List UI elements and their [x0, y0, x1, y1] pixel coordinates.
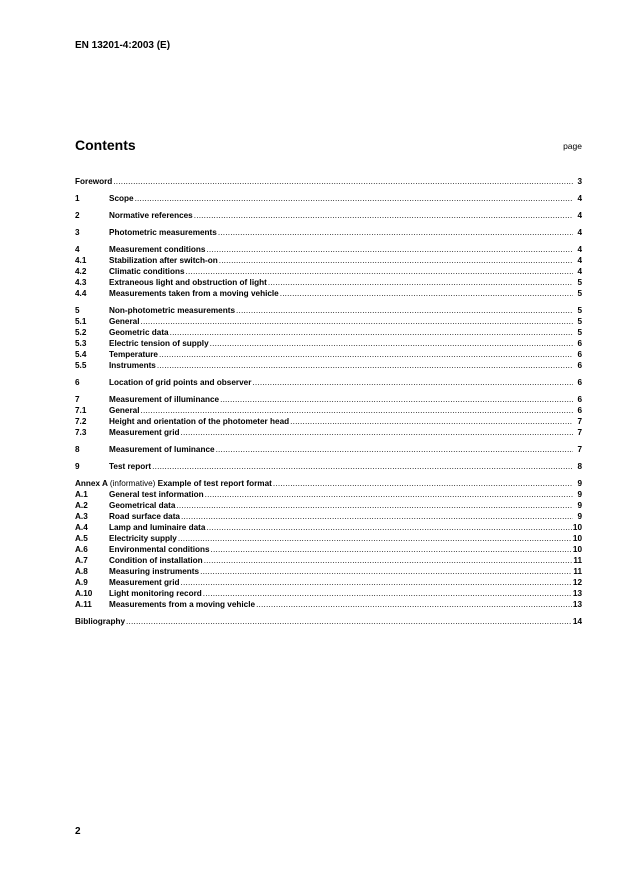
page-title: Contents: [75, 137, 136, 153]
toc-entry-page: 9: [577, 512, 582, 521]
toc-entry-number: A.1: [75, 490, 88, 499]
toc-entry-number: 7.1: [75, 406, 87, 415]
toc-entry-page: 4: [577, 245, 582, 254]
page-number: 2: [75, 826, 81, 837]
toc-entry-page: 14: [572, 617, 582, 626]
toc-entry-page: 13: [572, 600, 582, 609]
toc-entry-number: A.3: [75, 512, 88, 521]
toc-entry-number: 7.3: [75, 428, 87, 437]
toc-entry-page: 5: [577, 306, 582, 315]
dot-leader: [256, 599, 572, 610]
dot-leader: [220, 394, 573, 405]
dot-leader: [273, 478, 573, 489]
toc-entry-page: 6: [577, 339, 582, 348]
toc-entry-page: 11: [573, 567, 582, 576]
toc-entry-title: General: [109, 406, 140, 415]
toc-entry-title: Measurement grid: [109, 578, 180, 587]
toc-entry-number: 4.4: [75, 289, 87, 298]
toc-entry-title: Bibliography: [75, 617, 126, 626]
toc-entry-title: Environmental conditions: [109, 545, 210, 554]
toc-entry-number: A.8: [75, 567, 88, 576]
toc-entry-page: 7: [577, 445, 582, 454]
toc-entry-page: 4: [577, 194, 582, 203]
toc-entry-page: 6: [577, 350, 582, 359]
dot-leader: [126, 616, 572, 627]
toc-entry-number: 6: [75, 378, 80, 387]
dot-leader: [205, 489, 573, 500]
toc-entry[interactable]: [75, 176, 582, 187]
dot-leader: [252, 377, 573, 388]
toc-entry-page: 6: [577, 378, 582, 387]
toc-entry[interactable]: [75, 210, 582, 221]
toc-entry[interactable]: [75, 277, 582, 288]
toc-entry-page: 6: [577, 361, 582, 370]
dot-leader: [113, 176, 573, 187]
toc-entry[interactable]: [75, 427, 582, 438]
toc-entry-number: 7.2: [75, 417, 87, 426]
toc-entry-page: 3: [577, 177, 582, 186]
toc-entry-title: Measurement of illuminance: [109, 395, 220, 404]
toc-entry[interactable]: [75, 288, 582, 299]
toc-entry-number: 8: [75, 445, 80, 454]
dot-leader: [290, 416, 573, 427]
toc-entry-title: Measuring instruments: [109, 567, 200, 576]
toc-entry-number: 9: [75, 462, 80, 471]
toc-entry-number: 5.1: [75, 317, 87, 326]
toc-entry-number: A.2: [75, 501, 88, 510]
toc-entry[interactable]: [75, 522, 582, 533]
toc-entry-title: Measurement conditions: [109, 245, 206, 254]
toc-entry-title: General: [109, 317, 140, 326]
toc-entry[interactable]: [75, 566, 582, 577]
toc-entry-title: Lamp and luminaire data: [109, 523, 206, 532]
toc-entry-title: Measurement grid: [109, 428, 180, 437]
toc-entry-page: 7: [577, 428, 582, 437]
toc-entry-title: Non-photometric measurements: [109, 306, 236, 315]
toc-entry-title: Test report: [109, 462, 152, 471]
toc-entry-title: Stabilization after switch-on: [109, 256, 218, 265]
toc-entry-title: Height and orientation of the photometer head: [109, 417, 290, 426]
annex-info: (informative): [109, 479, 156, 488]
toc-entry-page: 5: [577, 278, 582, 287]
toc-entry-title: Measurements taken from a moving vehicle: [109, 289, 279, 298]
dot-leader: [194, 210, 573, 221]
dot-leader: [204, 555, 573, 566]
toc-entry-number: A.9: [75, 578, 88, 587]
dot-leader: [210, 338, 573, 349]
toc-entry-page: 9: [577, 490, 582, 499]
toc-entry[interactable]: [75, 266, 582, 277]
toc-entry-title: Road surface data: [109, 512, 180, 521]
toc-entry-page: 5: [577, 317, 582, 326]
annex-title: Example of test report format: [157, 479, 272, 488]
toc-entry[interactable]: [75, 588, 582, 599]
toc-entry-number: 4.3: [75, 278, 87, 287]
toc-entry[interactable]: [75, 511, 582, 522]
toc-entry-title: Electricity supply: [109, 534, 177, 543]
dot-leader: [218, 227, 573, 238]
toc-entry-number: 5: [75, 306, 80, 315]
toc-entry-title: Electric tension of supply: [109, 339, 209, 348]
toc-entry-page: 6: [577, 395, 582, 404]
toc-entry-number: A.4: [75, 523, 88, 532]
toc-entry-number: 2: [75, 211, 80, 220]
toc-bibliography-entry[interactable]: [75, 616, 582, 627]
toc-entry[interactable]: [75, 377, 582, 388]
toc-entry-page: 10: [572, 523, 582, 532]
toc-entry-page: 4: [577, 256, 582, 265]
toc-entry-page: 5: [577, 289, 582, 298]
dot-leader: [157, 360, 573, 371]
dot-leader: [141, 316, 574, 327]
dot-leader: [280, 288, 573, 299]
dot-leader: [135, 193, 573, 204]
toc-entry-page: 5: [577, 328, 582, 337]
dot-leader: [141, 405, 574, 416]
toc-entry-number: 1: [75, 194, 80, 203]
toc-entry-title: Extraneous light and obstruction of light: [109, 278, 267, 287]
toc-entry[interactable]: [75, 394, 582, 405]
toc-entry-title: Condition of installation: [109, 556, 203, 565]
toc-annex-heading: [75, 478, 272, 489]
toc-entry[interactable]: [75, 305, 582, 316]
dot-leader: [181, 427, 573, 438]
toc-entry-title: General test information: [109, 490, 204, 499]
toc-entry-page: 4: [577, 267, 582, 276]
toc-entry-page: 9: [577, 501, 582, 510]
toc-entry-number: 4.2: [75, 267, 87, 276]
toc-entry-page: 7: [577, 417, 582, 426]
toc-entry-number: A.11: [75, 600, 92, 609]
toc-entry[interactable]: [75, 544, 582, 555]
toc-entry-title: Foreword: [75, 177, 113, 186]
toc-entry[interactable]: [75, 255, 582, 266]
toc-entry-page: 13: [572, 589, 582, 598]
toc-entry[interactable]: [75, 533, 582, 544]
toc-entry-number: 5.3: [75, 339, 87, 348]
toc-entry[interactable]: [75, 461, 582, 472]
toc-entry-page: 12: [572, 578, 582, 587]
toc-entry-number: 5.4: [75, 350, 87, 359]
annex-label: Annex A: [75, 479, 108, 488]
toc-entry-title: Instruments: [109, 361, 156, 370]
dot-leader: [268, 277, 573, 288]
toc-entry-title: Photometric measurements: [109, 228, 217, 237]
toc-entry[interactable]: [75, 349, 582, 360]
dot-leader: [206, 522, 571, 533]
toc-entry[interactable]: [75, 416, 582, 427]
dot-leader: [181, 577, 572, 588]
toc-entry[interactable]: [75, 244, 582, 255]
toc-entry[interactable]: [75, 555, 582, 566]
toc-annex-entry[interactable]: [75, 478, 582, 489]
document-id: EN 13201-4:2003 (E): [75, 40, 171, 51]
toc-entry-number: 5.5: [75, 361, 87, 370]
toc-entry[interactable]: [75, 327, 582, 338]
toc-entry-title: Normative references: [109, 211, 193, 220]
toc-entry[interactable]: [75, 444, 582, 455]
toc-entry-title: Light monitoring record: [109, 589, 202, 598]
dot-leader: [152, 461, 573, 472]
toc-entry[interactable]: [75, 360, 582, 371]
toc-entry-number: A.10: [75, 589, 93, 598]
toc-entry-number: A.7: [75, 556, 88, 565]
toc-entry-page: 6: [577, 406, 582, 415]
toc-entry-title: Temperature: [109, 350, 158, 359]
dot-leader: [176, 500, 573, 511]
toc-entry-number: 4: [75, 245, 80, 254]
toc-entry-title: Measurements from a moving vehicle: [109, 600, 256, 609]
dot-leader: [211, 544, 572, 555]
dot-leader: [216, 444, 573, 455]
toc-entry-number: 7: [75, 395, 80, 404]
toc-entry-page: 10: [572, 534, 582, 543]
toc-entry-number: A.5: [75, 534, 88, 543]
toc-entry[interactable]: [75, 500, 582, 511]
toc-entry-page: 10: [572, 545, 582, 554]
toc-entry-title: Geometrical data: [109, 501, 176, 510]
dot-leader: [200, 566, 572, 577]
toc-entry[interactable]: [75, 338, 582, 349]
toc-entry-title: Scope: [109, 194, 134, 203]
toc-entry-title: Location of grid points and observer: [109, 378, 252, 387]
toc-entry-page: 4: [577, 228, 582, 237]
toc-entry-title: Measurement of luminance: [109, 445, 215, 454]
toc-entry[interactable]: [75, 316, 582, 327]
toc-entry-number: 4.1: [75, 256, 87, 265]
toc-entry[interactable]: [75, 577, 582, 588]
toc-entry[interactable]: [75, 599, 582, 610]
dot-leader: [186, 266, 573, 277]
toc-entry-page: 8: [577, 462, 582, 471]
dot-leader: [219, 255, 573, 266]
dot-leader: [181, 511, 573, 522]
table-of-contents: [75, 176, 582, 627]
toc-entry-title: Climatic conditions: [109, 267, 185, 276]
toc-entry[interactable]: [75, 489, 582, 500]
dot-leader: [206, 244, 573, 255]
toc-entry-page: 9: [577, 479, 582, 488]
dot-leader: [236, 305, 573, 316]
toc-entry-number: 3: [75, 228, 80, 237]
page-column-label: page: [563, 141, 582, 151]
dot-leader: [178, 533, 572, 544]
dot-leader: [170, 327, 573, 338]
toc-entry-number: 5.2: [75, 328, 87, 337]
toc-entry[interactable]: [75, 405, 582, 416]
dot-leader: [203, 588, 572, 599]
dot-leader: [159, 349, 573, 360]
toc-entry[interactable]: [75, 227, 582, 238]
toc-entry-page: 4: [577, 211, 582, 220]
toc-entry-number: A.6: [75, 545, 88, 554]
toc-entry-title: Geometric data: [109, 328, 169, 337]
toc-entry[interactable]: [75, 193, 582, 204]
toc-entry-page: 11: [573, 556, 582, 565]
